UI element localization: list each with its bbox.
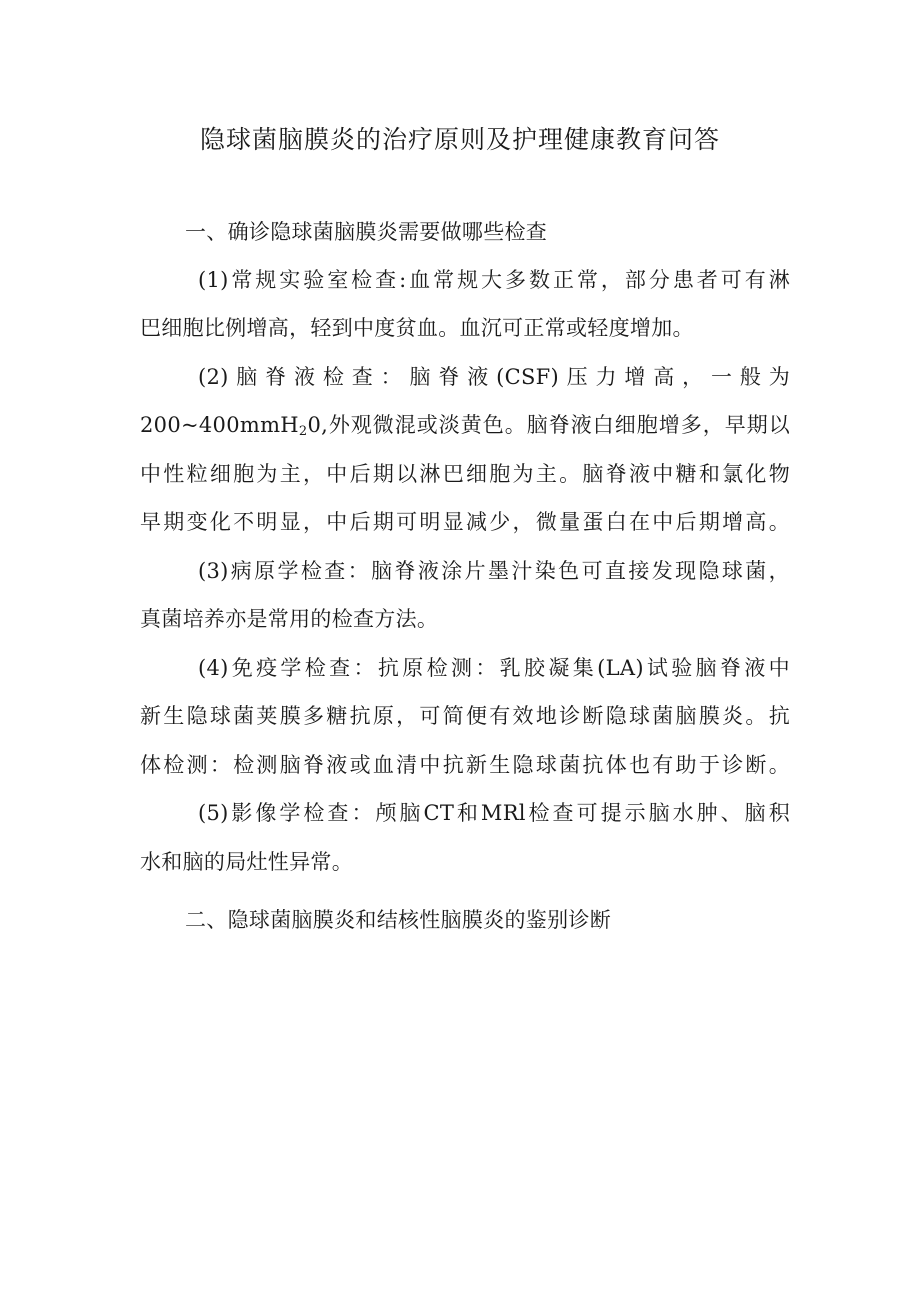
item-1-line-2: 巴细胞比例增高，轻到中度贫血。血沉可正常或轻度增加。 (140, 316, 694, 340)
item-3-line-1: (3)病原学检查：脑脊液涂片墨汁染色可直接发现隐球菌， (198, 559, 790, 583)
item-1-line-1: (1)常规实验室检查:血常规大多数正常，部分患者可有淋 (198, 268, 790, 292)
item-2-line-3: 中性粒细胞为主，中后期以淋巴细胞为主。脑脊液中糖和氯化物 (140, 462, 790, 486)
pressure-range-text: 200~400mmH (140, 413, 299, 437)
item-2-line-2-rest: 0,外观微混或淡黄色。脑脊液白细胞增多，早期以 (307, 413, 790, 437)
item-3-line-2: 真菌培养亦是常用的检查方法。 (140, 607, 439, 631)
section-heading-2: 二、隐球菌脑膜炎和结核性脑膜炎的鉴别诊断 (185, 908, 611, 932)
item-2-line-1: (2)脑脊液检查：脑脊液(CSF)压力增高，一般为 (198, 365, 790, 389)
document-title: 隐球菌脑膜炎的治疗原则及护理健康教育问答 (199, 125, 720, 154)
item-2-line-4: 早期变化不明显，中后期可明显减少，微量蛋白在中后期增高。 (140, 510, 790, 534)
item-2-line-2 (140, 407, 790, 443)
item-4-line-3: 体检测：检测脑脊液或血清中抗新生隐球菌抗体也有助于诊断。 (140, 753, 790, 777)
subscript-2: 2 (298, 424, 308, 439)
item-4-line-2: 新生隐球菌荚膜多糖抗原，可简便有效地诊断隐球菌脑膜炎。抗 (140, 704, 790, 728)
section-heading-1: 一、确诊隐球菌脑膜炎需要做哪些检查 (185, 220, 548, 244)
item-5-line-2: 水和脑的局灶性异常。 (140, 850, 353, 874)
item-5-line-1: (5)影像学检查：颅脑CT和MRl检查可提示脑水肿、脑积 (198, 801, 790, 825)
item-4-line-1: (4)免疫学检查：抗原检测：乳胶凝集(LA)试验脑脊液中 (198, 656, 790, 680)
